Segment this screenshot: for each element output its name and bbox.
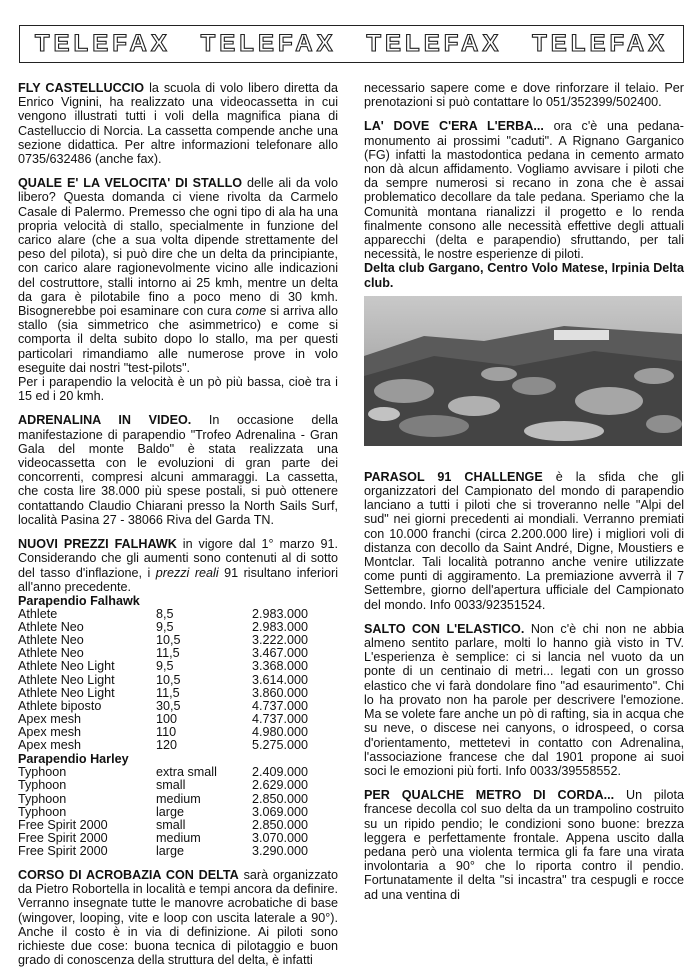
article-body: Non c'è chi non ne abbia almeno sentito parlare, molti lo hanno già visto in TV. L'esperienza è semplice: ci si lancia nel vuoto da un ponte di un centinaio di metri... legati con un grosso elastico che vi farà dondolare fino "ad esaurimento". Chi lo ha provato non ha parole per descrivere l'emozione. Ma se volete fare anche un pò di rafting, sia in acqua che su neve, o discese nei canyons, o idrospeed, o corsa d'orientamento, mettetevi in contatto con Adrenalina, l'associazione francese che dal 1901 propone ai suoi soci le emozioni più forti. Info 0033/39558552. (364, 621, 684, 778)
banner-word: TELEFAX (532, 30, 669, 57)
article-body: è la sfida che gli organizzatori del Campionato del mondo di parapendio lanciano a tutti i piloti che si troveranno nelle "Alpi del sud" nei giorni precedenti ai mondiali. Verranno premiati con 10.000 franchi (circa 2.200.000 lire) i migliori voli di distanza con decollo da Saint André, Digne, Moustiers e Montclar. Tali località potranno anche venire utilizzate come punti di aggiramento. La premiazione avverrà il 7 Settembre, giorno dell'apertura ufficiale del Campionato del mondo. Info 0033/92351524. (364, 469, 684, 612)
model-name: Typhoon (18, 804, 67, 819)
right-column (364, 81, 684, 902)
model-size: 110 (156, 724, 177, 739)
article-body: la scuola di volo libero diretta da Enrico Vignini, ha realizzato una videocassetta in cui vengono illustrati tutti i voli della magnifica piana di Castelluccio di Norcia. La cassetta compende anche una sezione didattica. Per altre informazioni telefonare allo 0735/632486 (anche fax). (18, 81, 338, 167)
model-size: small (156, 817, 186, 832)
model-size: large (156, 804, 185, 819)
model-name: Athlete biposto (18, 698, 102, 713)
article-body: In occasione della manifestazione di parapendio "Trofeo Adrenalina - Gran Gala del monte Baldo" è stata realizzata una videocassetta con le evoluzioni di gran parte dei concorrenti, compresi alcuni ammaraggi. La cassetta, che costa lire 38.000 più spese postali, si può ottenere contattando Claudio Chiarani presso la North Sails Surf, località Pasina 27 - 38066 Riva del Garda TN. (18, 413, 338, 527)
model-name: Athlete Neo Light (18, 672, 115, 687)
model-name: Athlete Neo (18, 646, 84, 661)
harley-price-table (18, 766, 308, 858)
model-name: Typhoon (18, 778, 67, 793)
launch-ramp-photo (364, 296, 682, 446)
article-italic: prezzi reali (155, 565, 219, 580)
price-section-title: Parapendio Harley (18, 752, 129, 767)
article-velocita-stallo (18, 176, 338, 375)
banner-word: TELEFAX (200, 30, 337, 57)
article-heading: QUALE E' LA VELOCITA' DI STALLO (18, 176, 243, 191)
price-row (18, 793, 308, 806)
model-name: Apex mesh (18, 724, 81, 739)
price-row (18, 779, 308, 792)
model-size: 10,5 (156, 672, 181, 687)
price-row (18, 819, 308, 832)
model-price: 3.222.000 (252, 633, 309, 648)
model-name: Free Spirit 2000 (18, 817, 108, 832)
price-row (18, 660, 308, 673)
price-row (18, 739, 308, 752)
model-size: 30,5 (156, 698, 181, 713)
model-size: 100 (156, 711, 178, 726)
model-size: 10,5 (156, 633, 181, 648)
model-name: Athlete Neo (18, 620, 84, 635)
left-column (18, 81, 338, 967)
model-size: extra small (156, 765, 217, 780)
model-price: 3.860.000 (252, 685, 309, 700)
model-price: 3.069.000 (252, 804, 309, 819)
model-price: 2.850.000 (252, 817, 309, 832)
price-row (18, 713, 308, 726)
article-paragraph: Per i parapendio la velocità è un pò più bassa, cioè tra i 15 ed i 20 kmh. (18, 375, 338, 404)
article-body: in vigore dal 1° marzo 91. Considerando che gli aumenti sono contenuti al di sotto del tasso d'inflazione, i (18, 537, 338, 580)
article-metro-corda (364, 788, 684, 902)
model-price: 3.290.000 (252, 843, 309, 858)
model-name: Athlete Neo Light (18, 685, 115, 700)
article-body: sarà organizzato da Pietro Robortella in località e tempi ancora da definire. Verranno insegnate tutte le manovre acrobatiche di base (wingover, looping, vite e loop con uscita laterale a 90°). Anche il costo è in via di definizione. Ai piloti sono richieste due cose: buona tecnica di pilotaggio e buon grado di conoscenza della struttura del delta, è infatti (18, 868, 339, 967)
model-price: 3.070.000 (252, 830, 309, 845)
price-row (18, 806, 308, 819)
price-row (18, 674, 308, 687)
model-size: 11,5 (156, 685, 180, 700)
article-heading: CORSO DI ACROBAZIA CON DELTA (18, 868, 239, 882)
banner-word: TELEFAX (366, 30, 503, 57)
model-price: 2.850.000 (252, 791, 309, 806)
article-heading: LA' DOVE C'ERA L'ERBA... (364, 119, 544, 134)
article-body: ora c'è una pedana-monumento ai prossimi "caduti". A Rignano Garganico (FG) infatti la mastodontica pedana in cemento armato non dà alcun affidamento. Vogliamo avvisare i piloti che da sempre numerosi si recano in zona che è assai problematico decollare da tale pedana. Speriamo che la Comunità montana rianalizzi il progetto e lo renda finalmente consono alle necessità effettive degli attuali apparecchi (delta e parapendio) sfruttando, per tali necessità, le nostre esperienze di piloti. (364, 119, 684, 262)
model-name: Athlete Neo Light (18, 659, 115, 674)
model-price: 3.614.000 (252, 672, 309, 687)
article-italic: come (235, 304, 267, 319)
article-signature: Delta club Gargano, Centro Volo Matese, Irpinia Delta club. (364, 261, 684, 290)
banner-word: TELEFAX (34, 30, 171, 57)
article-body: si arriva allo stallo (sia simmetrico che asimmetrico) e come si comporta il delta subito dopo lo stallo, ma per questi particolari rimandiamo alle numerose prove in volo eseguite dai nostri "test-pilots". (18, 304, 339, 375)
article-corso-acrobazia (18, 868, 338, 967)
model-price: 5.275.000 (252, 738, 309, 753)
price-row (18, 700, 308, 713)
article-heading: SALTO CON L'ELASTICO. (364, 621, 525, 636)
model-size: 11,5 (156, 646, 180, 661)
model-size: small (156, 778, 186, 793)
model-size: 120 (156, 738, 178, 753)
article-continuation: necessario sapere come e dove rinforzare il telaio. Per prenotazioni si può contattare lo 051/352399/502400. (364, 81, 684, 110)
model-size: large (156, 843, 185, 858)
article-parasol-challenge (364, 470, 684, 612)
falhawk-price-table (18, 608, 308, 752)
article-heading: PARASOL 91 CHALLENGE (364, 469, 543, 484)
rocky-hillside-image (364, 296, 682, 446)
article-fly-castelluccio (18, 81, 338, 166)
model-size: 9,5 (156, 620, 174, 635)
model-name: Apex mesh (18, 738, 81, 753)
model-name: Typhoon (18, 765, 67, 780)
article-heading: ADRENALINA IN VIDEO. (18, 413, 192, 428)
price-row (18, 687, 308, 700)
model-price: 2.983.000 (252, 607, 309, 622)
model-size: medium (156, 830, 201, 845)
article-heading: FLY CASTELLUCCIO (18, 81, 145, 95)
article-body: delle ali da volo libero? Questa domanda ci viene rivolta da Carmelo Casale di Palermo. Premesso che ogni tipo di ala ha una propria velocità di stallo, specialmente in funzione del carico alare (che a sua volta dipende strettamente del peso del pilota), si può dire che un delta da principiante, con carico alare ragionevolmente vicino alle indicazioni del costruttore, stalli intorno ai 25 kmh, mentre un delta da gara è pilotabile fino a poco meno di 30 kmh. Bisognerebbe poi esaminare con cura (18, 176, 338, 319)
model-size: medium (156, 791, 201, 806)
model-price: 4.737.000 (252, 711, 309, 726)
article-heading: PER QUALCHE METRO DI CORDA... (364, 788, 615, 803)
telefax-banner (19, 25, 684, 63)
model-name: Free Spirit 2000 (18, 830, 108, 845)
article-adrenalina-video (18, 413, 338, 527)
model-name: Apex mesh (18, 711, 81, 726)
model-price: 2.983.000 (252, 620, 309, 635)
model-price: 4.737.000 (252, 698, 309, 713)
model-name: Athlete (18, 607, 58, 622)
price-section-title: Parapendio Falhawk (18, 593, 140, 608)
model-price: 3.368.000 (252, 659, 309, 674)
model-price: 2.629.000 (252, 778, 309, 793)
model-price: 2.409.000 (252, 765, 309, 780)
model-name: Athlete Neo (18, 633, 84, 648)
article-la-dove-erba (364, 119, 684, 261)
article-nuovi-prezzi (18, 537, 338, 594)
price-row (18, 845, 308, 858)
article-body: 91 risultano inferiori all'anno precedente. (18, 565, 338, 594)
model-size: 8,5 (156, 607, 174, 622)
model-name: Free Spirit 2000 (18, 843, 108, 858)
model-name: Typhoon (18, 791, 67, 806)
article-heading: NUOVI PREZZI FALHAWK (18, 537, 177, 552)
price-row (18, 832, 308, 845)
model-price: 4.980.000 (252, 724, 309, 739)
model-size: 9,5 (156, 659, 174, 674)
article-body: Un pilota francese decolla col suo delta da un trampolino costruito su un ripido pendio; le condizioni sono buone: brezza leggera e perfettamente frontale. Appena uscito dalla pedana però una violenta termica gli fa fare una virata involontaria a 90° che lo riporta contro il pendio. Fortunatamente il delta "si incastra" tra cespugli e rocce ad una ventina di (364, 788, 684, 902)
model-price: 3.467.000 (252, 646, 309, 661)
article-salto-elastico (364, 622, 684, 778)
